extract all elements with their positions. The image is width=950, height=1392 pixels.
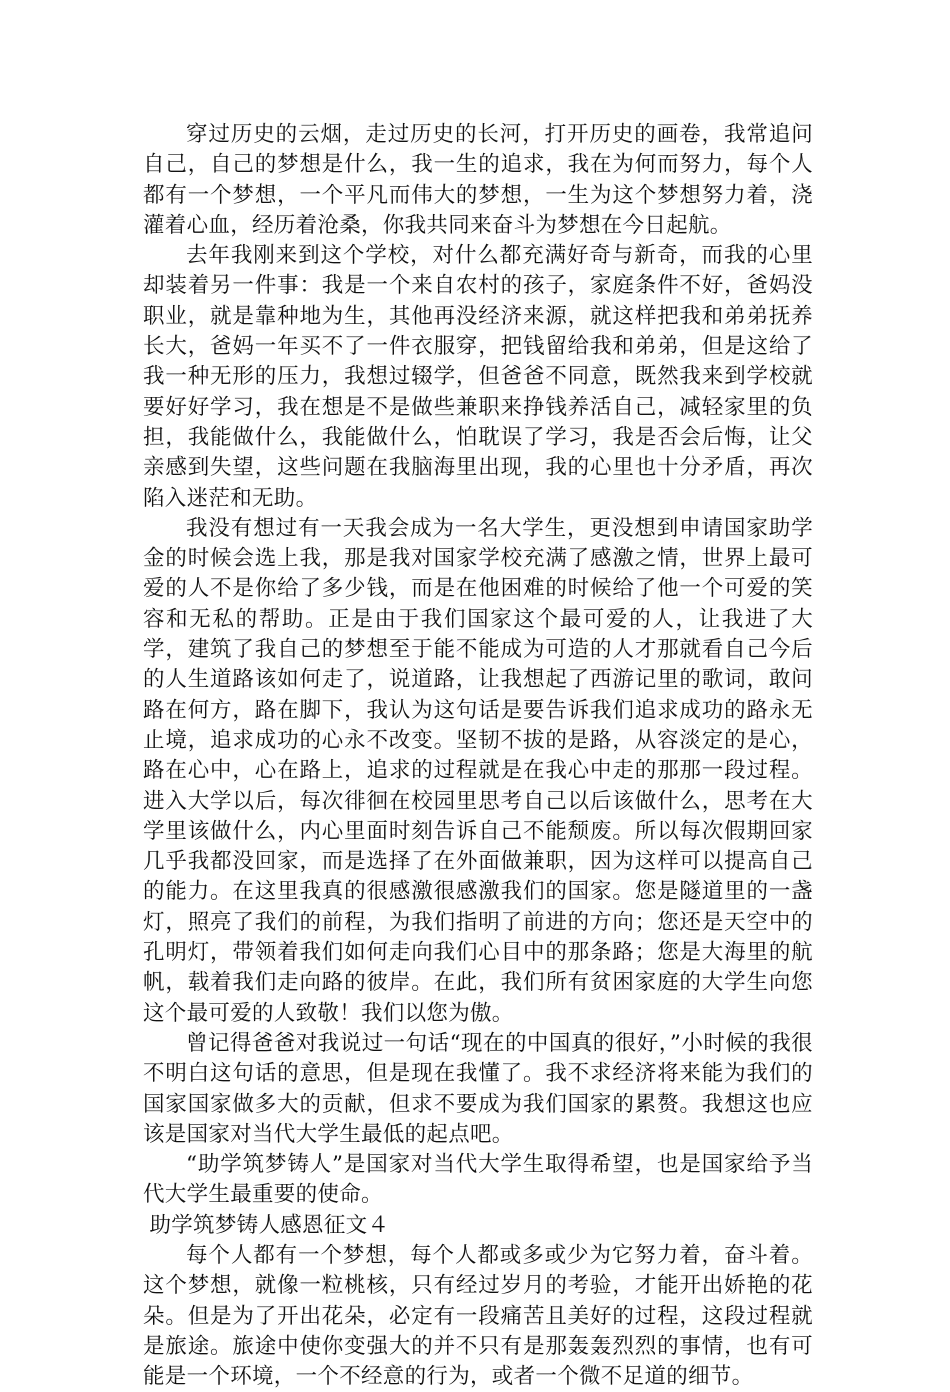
paragraph-1: 穿过历史的云烟，走过历史的长河，打开历史的画卷，我常追问自己，自己的梦想是什么，我一生的追求，我在为何而努力，每个人都有一个梦想，一个平凡而伟大的梦想，一生为这个梦想努力着，浇灌着心血，经历着沧桑，你我共同来奋斗为梦想在今日起航。: [143, 122, 813, 238]
document-page: [143, 120, 813, 1392]
paragraph-3: 我没有想过有一天我会成为一名大学生，更没想到申请国家助学金的时候会选上我，那是我对国家学校充满了感激之情，世界上最可爱的人不是你给了多少钱，而是在他困难的时候给了他一个可爱的笑容和无私的帮助。正是由于我们国家这个最可爱的人，让我进了大学，建筑了我自己的梦想至于能不能成为可造的人才那就看自己今后的人生道路该如何走了，说道路，让我想起了西游记里的歌词，敢问路在何方，路在脚下，我认为这句话是要告诉我们追求成功的路永无止境，追求成功的心永不改变。坚韧不拔的是路，从容淡定的是心，路在心中，心在路上，追求的过程就是在我心中走的那那一段过程。进入大学以后，每次徘徊在校园里思考自己以后该做什么，思考在大学里该做什么，内心里面时刻告诉自己不能颓废。所以每次假期回家几乎我都没回家，而是选择了在外面做兼职，因为这样可以提高自己的能力。在这里我真的很感激很感激我们的国家。您是隧道里的一盏灯，照亮了我们的前程，为我们指明了前进的方向；您还是天空中的孔明灯，带领着我们如何走向我们心目中的那条路；您是大海里的航帆，载着我们走向路的彼岸。在此，我们所有贫困家庭的大学生向您这个最可爱的人致敬！我们以您为傲。: [143, 515, 813, 1026]
section-heading: 助学筑梦铸人感恩征文４: [149, 1212, 390, 1238]
paragraph-2: 去年我刚来到这个学校，对什么都充满好奇与新奇，而我的心里却装着另一件事：我是一个来自农村的孩子，家庭条件不好，爸妈没职业，就是靠种地为生，其他再没经济来源，就这样把我和弟弟抚养长大，爸妈一年买不了一件衣服穿，把钱留给我和弟弟，但是这给了我一种无形的压力，我想过辍学，但爸爸不同意，既然我来到学校就要好好学习，我在想是不是做些兼职来挣钱养活自己，减轻家里的负担，我能做什么，我能做什么，怕耽误了学习，我是否会后悔，让父亲感到失望，这些问题在我脑海里出现，我的心里也十分矛盾，再次陷入迷茫和无助。: [143, 243, 813, 511]
paragraph-5: “助学筑梦铸人”是国家对当代大学生取得希望，也是国家给予当代大学生最重要的使命。: [143, 1152, 813, 1208]
paragraph-6: 每个人都有一个梦想，每个人都或多或少为它努力着，奋斗着。这个梦想，就像一粒桃核，只有经过岁月的考验，才能开出娇艳的花朵。但是为了开出花朵，必定有一段痛苦且美好的过程，这段过程就是旅途。旅途中使你变强大的并不只有是那轰轰烈烈的事情，也有可能是一个环境，一个不经意的行为，或者一个微不足道的细节。: [143, 1242, 813, 1390]
paragraph-4: 曾记得爸爸对我说过一句话“现在的中国真的很好，”小时候的我很不明白这句话的意思，但是现在我懂了。我不求经济将来能为我们的国家国家做多大的贡献，但求不要成为我们国家的累赘。我想这也应该是国家对当代大学生最低的起点吧。: [143, 1030, 813, 1147]
